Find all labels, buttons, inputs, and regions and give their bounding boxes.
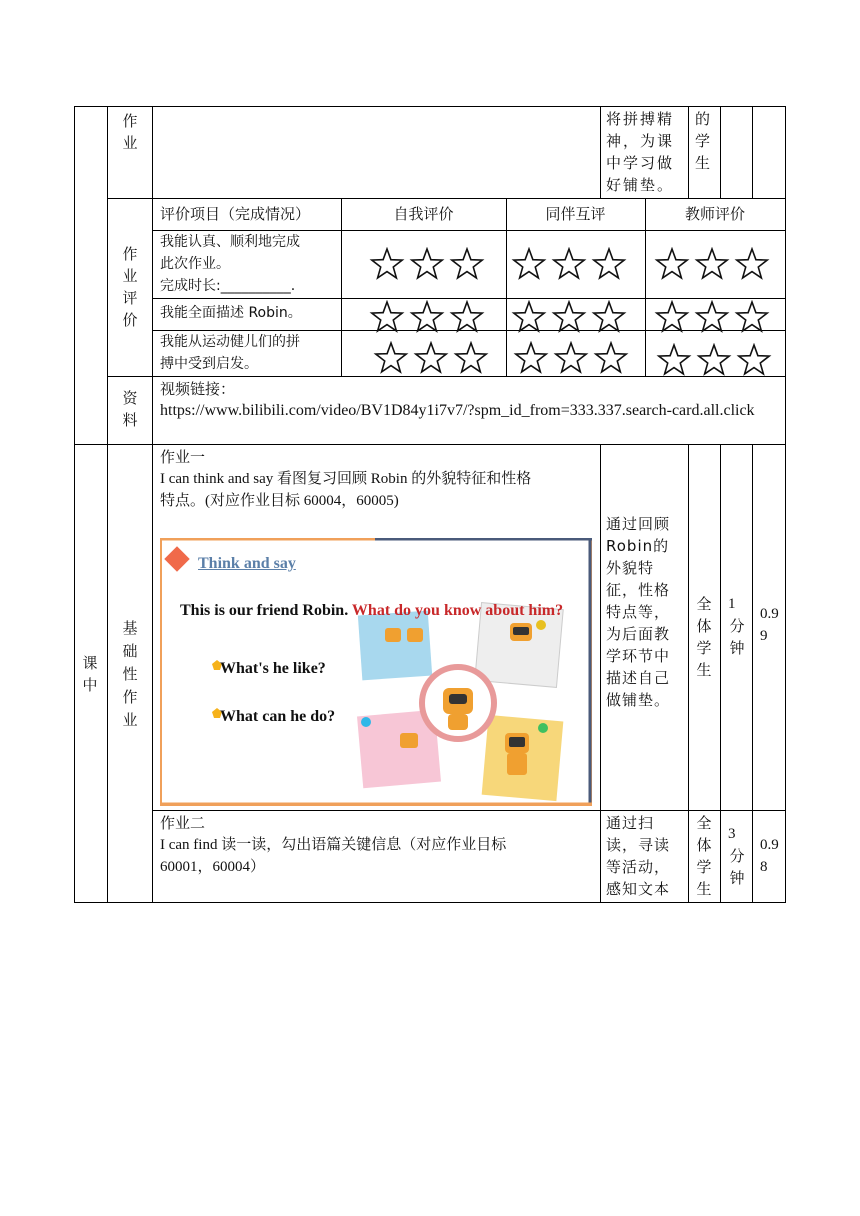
- eval-item-1-line: 我能认真、顺利地完成: [160, 234, 300, 250]
- table-border: [74, 902, 786, 903]
- video-link-label: 视频链接：: [160, 380, 236, 398]
- table-border: [152, 106, 153, 903]
- star-icon[interactable]: [369, 247, 405, 281]
- star-icon[interactable]: [551, 300, 587, 334]
- eval-item-3-line: 我能从运动健儿们的拼: [160, 334, 300, 350]
- star-icon[interactable]: [513, 341, 549, 375]
- row-label-resources: 资料: [122, 389, 138, 429]
- task1-time: [728, 593, 748, 659]
- star-icon[interactable]: [551, 247, 587, 281]
- eval-item-3-line: 搏中受到启发。: [160, 356, 258, 372]
- star-icon[interactable]: [591, 247, 627, 281]
- star-rating-peer-2[interactable]: [511, 300, 627, 334]
- table-border: [752, 444, 753, 902]
- task2-desc-line: I can find 读一读，勾出语篇关键信息（对应作业目标: [160, 837, 507, 853]
- star-rating-peer-3[interactable]: [513, 341, 629, 375]
- task2-desc: [160, 834, 592, 878]
- task1-time-unit: 分钟: [729, 617, 745, 657]
- star-icon[interactable]: [734, 300, 770, 334]
- task1-ratio: 0.99: [760, 606, 779, 644]
- task2-target: 全体学生: [696, 814, 712, 898]
- eval-item-3: [160, 331, 340, 375]
- table-border: [152, 810, 786, 811]
- task1-title: 作业一: [160, 448, 206, 466]
- table-border: [785, 106, 786, 903]
- star-rating-self-1[interactable]: [369, 247, 485, 281]
- task1-desc-line: I can think and say 看图复习回顾 Robin 的外貌特征和性格: [160, 471, 532, 487]
- star-icon[interactable]: [656, 343, 692, 377]
- slide-question-red: What do you know about him?: [351, 602, 564, 619]
- star-rating-teacher-3[interactable]: [656, 343, 772, 377]
- row-label-homework: 作业: [122, 112, 138, 152]
- section-label-in-class: 课中: [82, 654, 98, 694]
- star-icon[interactable]: [373, 341, 409, 375]
- star-icon[interactable]: [654, 247, 690, 281]
- star-icon[interactable]: [696, 343, 732, 377]
- star-icon[interactable]: [449, 247, 485, 281]
- table-border: [74, 106, 75, 903]
- eval-item-1-line: 此次作业。: [160, 256, 230, 272]
- star-icon[interactable]: [369, 300, 405, 334]
- task2-time: [728, 823, 748, 889]
- star-icon[interactable]: [553, 341, 589, 375]
- star-rating-teacher-2[interactable]: [654, 300, 770, 334]
- table-border: [720, 444, 721, 902]
- task1-time-number: 1: [728, 596, 736, 612]
- task1-desc: [160, 468, 592, 512]
- eval-item-1: [160, 231, 340, 297]
- star-icon[interactable]: [453, 341, 489, 375]
- task2-ratio: 0.98: [760, 837, 779, 875]
- star-icon[interactable]: [734, 247, 770, 281]
- row-label-basic-homework: 基础性作业: [122, 619, 138, 729]
- table-border: [107, 198, 786, 199]
- star-icon[interactable]: [511, 247, 547, 281]
- table-border: [688, 106, 689, 198]
- task2-time-number: 3: [728, 826, 736, 842]
- eval-header-self: 自我评价: [393, 205, 454, 223]
- table-border: [600, 444, 601, 902]
- slide-question: [180, 602, 563, 620]
- table-border: [688, 444, 689, 902]
- eval-header-peer: 同伴互评: [545, 205, 606, 223]
- star-icon[interactable]: [409, 247, 445, 281]
- table-border: [600, 106, 601, 198]
- think-and-say-slide: [160, 538, 592, 806]
- slide-bullet-do: What can he do?: [220, 708, 336, 725]
- eval-header-item: 评价项目（完成情况）: [160, 205, 311, 223]
- task2-title: 作业二: [160, 814, 206, 832]
- star-icon[interactable]: [736, 343, 772, 377]
- table-border: [74, 106, 786, 107]
- slide-heading: Think and say: [198, 555, 296, 572]
- row-label-evaluation: 作业评价: [122, 245, 138, 329]
- task1-purpose: 通过回顾Robin的外貌特征，性格特点等，为后面教学环节中描述自己做铺垫。: [606, 515, 671, 709]
- table-border: [752, 106, 753, 198]
- star-icon[interactable]: [449, 300, 485, 334]
- star-rating-teacher-1[interactable]: [654, 247, 770, 281]
- task1-desc-line: 特点。(对应作业目标 60004，60005): [160, 493, 399, 509]
- task2-time-unit: 分钟: [729, 847, 745, 887]
- eval-item-1-line: 完成时长:__________.: [160, 278, 296, 294]
- slide-bullet-like: What's he like?: [220, 660, 326, 677]
- table-border: [74, 444, 786, 445]
- star-icon[interactable]: [654, 300, 690, 334]
- slide-question-black: This is our friend Robin.: [180, 602, 349, 619]
- task2-purpose: 通过扫读，寻读等活动，感知文本: [606, 814, 671, 898]
- table-border: [107, 106, 108, 903]
- star-rating-self-2[interactable]: [369, 300, 485, 334]
- eval-header-teacher: 教师评价: [684, 205, 745, 223]
- star-icon[interactable]: [511, 300, 547, 334]
- table-border: [152, 298, 786, 299]
- task2-desc-line: 60001，60004）: [160, 859, 266, 875]
- star-icon[interactable]: [591, 300, 627, 334]
- task1-target: 全体学生: [696, 595, 712, 679]
- star-rating-peer-1[interactable]: [511, 247, 627, 281]
- star-icon[interactable]: [409, 300, 445, 334]
- goal-text: 将拼搏精神，为课中学习做好铺垫。: [606, 110, 675, 194]
- target-text: 的学生: [695, 110, 711, 172]
- star-icon[interactable]: [694, 300, 730, 334]
- table-border: [720, 106, 721, 198]
- star-icon[interactable]: [694, 247, 730, 281]
- eval-item-2: [160, 302, 340, 324]
- eval-item-2-line: 我能全面描述 Robin。: [160, 305, 302, 321]
- star-icon[interactable]: [593, 341, 629, 375]
- video-link-url[interactable]: https://www.bilibili.com/video/BV1D84y1i7v7/?spm_id_from=333.337.search-card.all.click: [160, 402, 755, 419]
- star-icon[interactable]: [413, 341, 449, 375]
- star-rating-self-3[interactable]: [373, 341, 489, 375]
